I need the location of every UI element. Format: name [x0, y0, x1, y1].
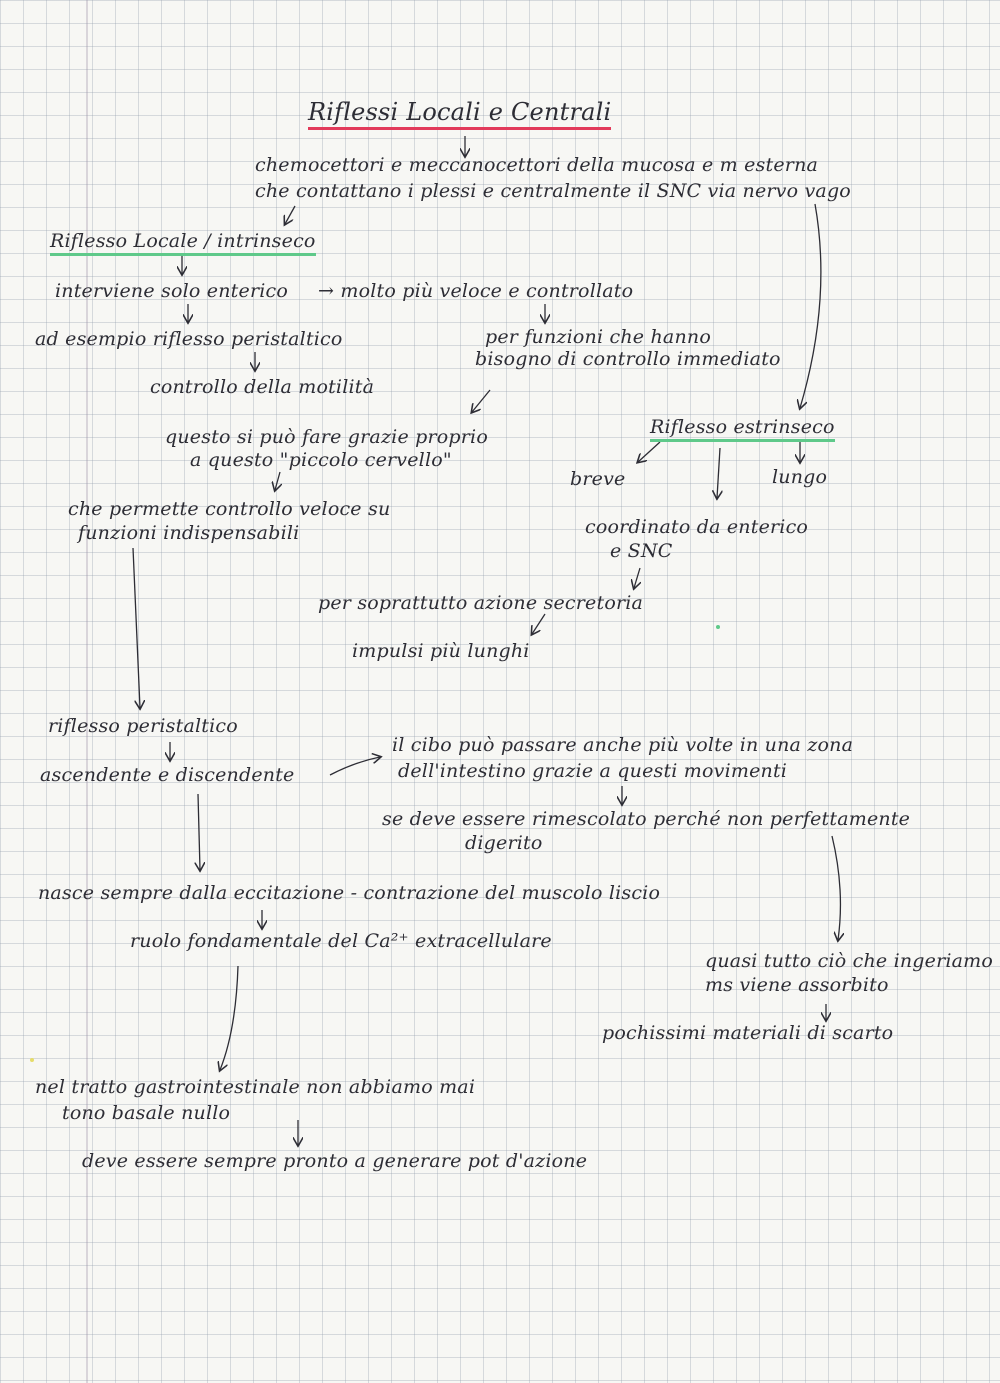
- extrinsic-longer-impulses: impulsi più lunghi: [352, 640, 530, 662]
- peristaltic-ready-action-potential: deve essere sempre pronto a generare pot d'azione: [82, 1150, 588, 1172]
- arrow-secretory-to-impulses: [532, 614, 545, 634]
- peristaltic-ascending-descending: ascendente e discendente: [40, 764, 295, 786]
- arrow-intro-to-extrinsic: [800, 204, 821, 408]
- peristaltic-waste: pochissimi materiali di scarto: [602, 1022, 894, 1044]
- extrinsic-long: lungo: [772, 466, 828, 488]
- local-faster-controlled: → molto più veloce e controllato: [318, 280, 634, 302]
- arrow-ext-to-short: [638, 442, 660, 462]
- local-small-brain-line-1: questo si può fare grazie proprio: [165, 426, 488, 448]
- intro-line-1: chemocettori e meccanocettori della mucosa e m esterna: [255, 154, 819, 176]
- local-example: ad esempio riflesso peristaltico: [35, 328, 343, 350]
- local-immediate-line-1: per funzioni che hanno: [485, 326, 711, 348]
- extrinsic-coordinated-line-1: coordinato da enterico: [585, 516, 809, 538]
- peristaltic-heading: riflesso peristaltico: [48, 715, 238, 737]
- arrow-l2b-to-l4: [472, 390, 490, 412]
- peristaltic-mixed-line-2: digerito: [465, 832, 543, 854]
- arrow-role-to-tone: [220, 966, 238, 1070]
- peristaltic-calcium-role: ruolo fondamentale del Ca²⁺ extracellulare: [130, 930, 552, 952]
- extrinsic-coordinated-line-2: e SNC: [610, 540, 673, 562]
- arrow-l4-to-l5: [275, 472, 280, 490]
- peristaltic-tone-line-2: tono basale nullo: [62, 1102, 231, 1124]
- peristaltic-food-line-1: il cibo può passare anche più volte in una zona: [392, 734, 854, 756]
- arrow-asc-to-born: [198, 794, 200, 870]
- local-immediate-line-2: bisogno di controllo immediato: [475, 348, 781, 370]
- local-small-brain-line-2: a questo "piccolo cervello": [190, 449, 452, 471]
- intro-line-2: che contattano i plessi e centralmente il SNC via nervo vago: [255, 180, 851, 202]
- local-reflex-heading: Riflesso Locale / intrinseco: [50, 230, 316, 256]
- arrow-asc-to-food: [330, 757, 380, 775]
- arrow-coord-to-secretory: [634, 568, 640, 588]
- stray-yellow-dot: [30, 1058, 34, 1062]
- peristaltic-absorbed-line-1: quasi tutto ciò che ingeriamo: [705, 950, 994, 972]
- arrow-l5-to-peristaltic: [133, 548, 140, 708]
- arrow-ext-to-mid: [717, 448, 720, 498]
- peristaltic-absorbed-line-2: ms viene assorbito: [705, 974, 889, 996]
- peristaltic-tone-line-1: nel tratto gastrointestinale non abbiamo mai: [35, 1076, 476, 1098]
- peristaltic-mixed-line-1: se deve essere rimescolato perché non perfettamente: [382, 808, 911, 830]
- extrinsic-secretory: per soprattutto azione secretoria: [318, 592, 644, 614]
- page-title: Riflessi Locali e Centrali: [308, 98, 611, 130]
- stray-green-dot: [716, 625, 720, 629]
- peristaltic-smooth-muscle: nasce sempre dalla eccitazione - contrazione del muscolo liscio: [38, 882, 661, 904]
- extrinsic-reflex-heading: Riflesso estrinseco: [650, 416, 835, 442]
- peristaltic-food-line-2: dell'intestino grazie a questi movimenti: [398, 760, 788, 782]
- local-fast-control-line-1: che permette controllo veloce su: [68, 498, 391, 520]
- arrow-intro-to-local: [285, 206, 295, 224]
- local-fast-control-line-2: funzioni indispensabili: [78, 522, 300, 544]
- local-motility-control: controllo della motilità: [150, 376, 375, 398]
- arrow-mixed-to-absorbed: [832, 836, 840, 940]
- extrinsic-short: breve: [570, 468, 626, 490]
- local-enteric-only: interviene solo enterico: [55, 280, 288, 302]
